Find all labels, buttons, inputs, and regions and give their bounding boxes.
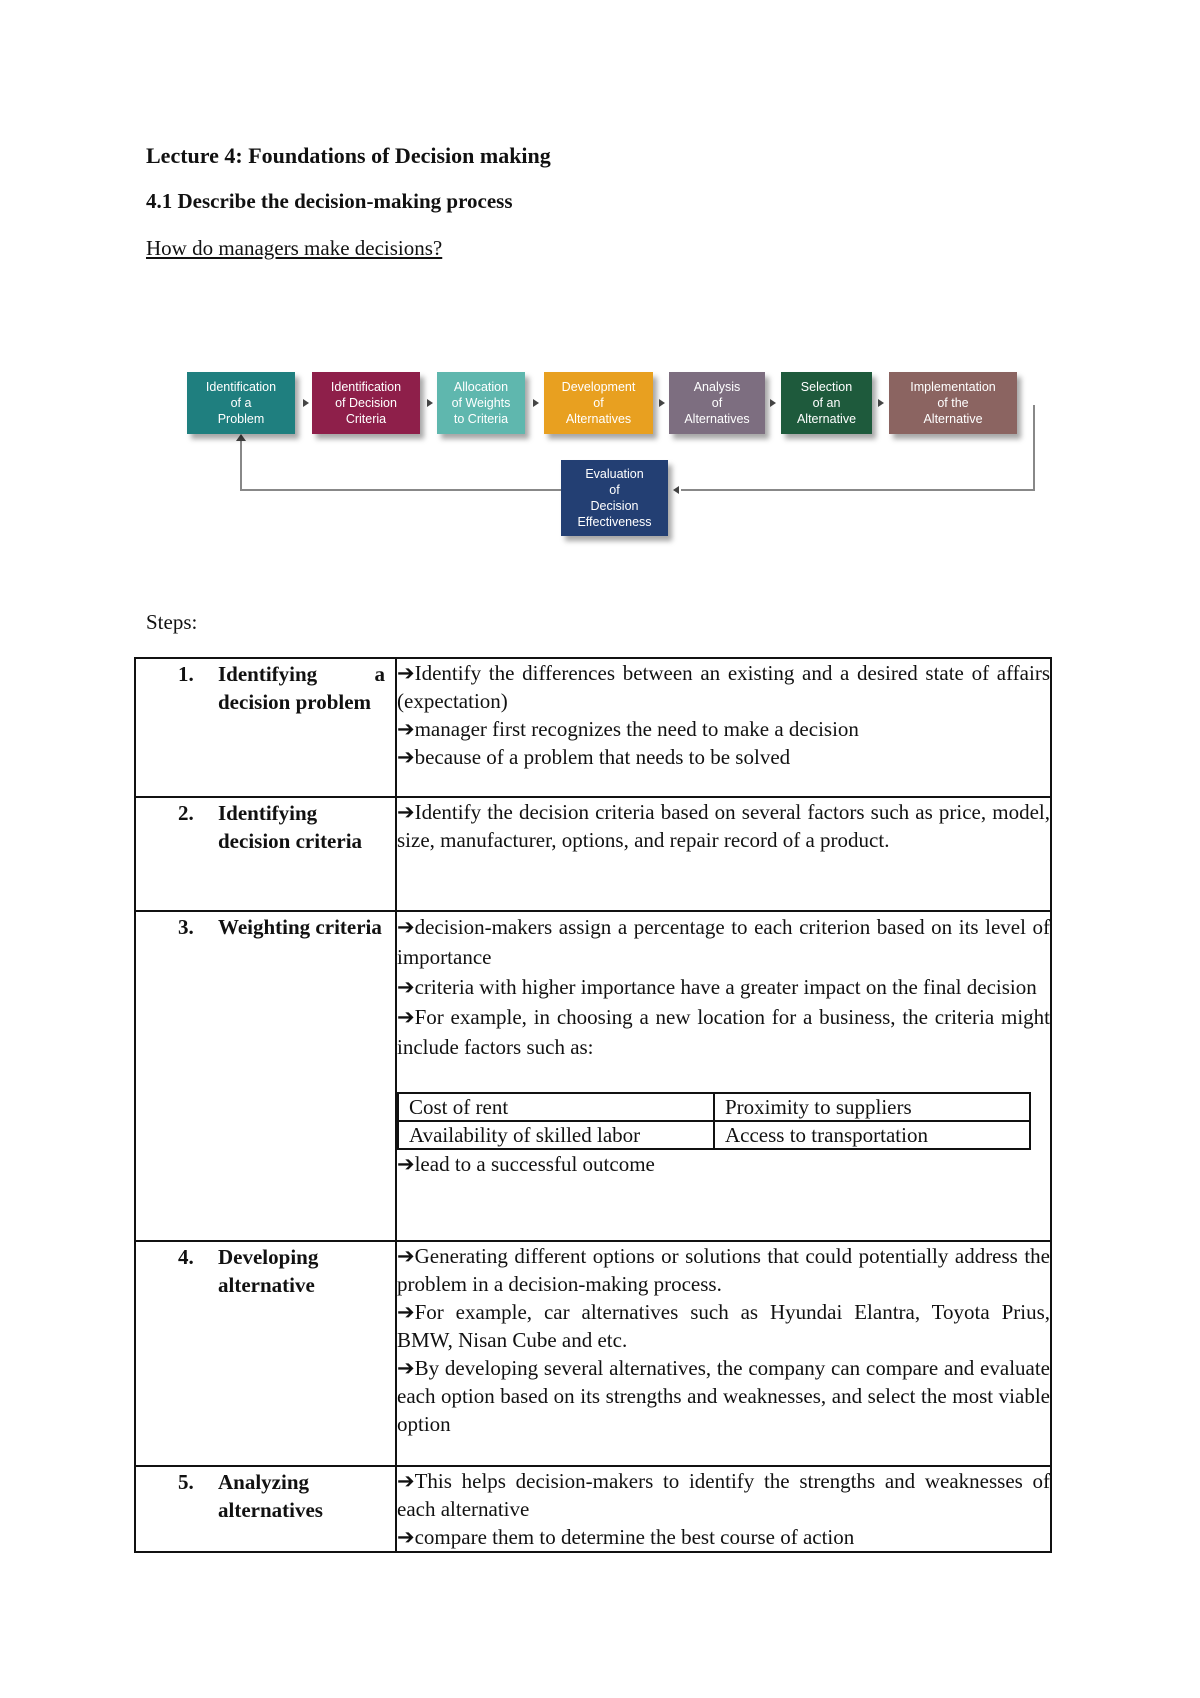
loop-line-left	[240, 438, 242, 491]
loop-line-bottom-right	[681, 489, 1035, 491]
loop-arrow-left	[673, 486, 679, 494]
step-number: 1.	[178, 662, 194, 686]
arrow-icon	[770, 399, 776, 407]
step-description: ➔criteria with higher importance have a greater impact on the final decision	[397, 975, 1037, 999]
table-cell: Availability of skilled labor	[398, 1121, 714, 1149]
steps-label: Steps:	[146, 610, 198, 634]
step-number: 3.	[178, 915, 194, 939]
lecture-heading: Lecture 4: Foundations of Decision making	[146, 143, 551, 168]
step-box-allocation-weights: Allocation of Weights to Criteria	[437, 372, 525, 434]
step-title: Identifying decision criteria	[218, 801, 363, 853]
arrow-icon	[659, 399, 665, 407]
step-description: ➔manager first recognizes the need to make a decision	[397, 717, 859, 741]
table-row	[135, 1466, 1051, 1552]
arrow-icon	[427, 399, 433, 407]
step-box-selection-alternative: Selection of an Alternative	[781, 372, 872, 434]
step-description: ➔because of a problem that needs to be solved	[397, 745, 791, 769]
loop-line-bottom-left	[240, 489, 584, 491]
question-heading: How do managers make decisions?	[146, 236, 443, 260]
decision-process-diagram	[156, 290, 1056, 590]
step-box-identification-problem: Identification of a Problem	[187, 372, 295, 434]
step-description: ➔decision-makers assign a percentage to each criterion based on its level of importance	[397, 915, 1050, 969]
step-description: ➔lead to a successful outcome	[397, 1152, 655, 1176]
step-box-identification-criteria: Identification of Decision Criteria	[312, 372, 420, 434]
arrow-icon	[303, 399, 309, 407]
criteria-table	[397, 1092, 1031, 1150]
section-heading: 4.1 Describe the decision-making process	[146, 189, 513, 213]
step-box-development-alternatives: Development of Alternatives	[544, 372, 653, 434]
step-title: Analyzing alternatives	[218, 1470, 323, 1522]
step-box-implementation-alternative: Implementation of the Alternative	[889, 372, 1017, 434]
step-description: ➔Identify the decision criteria based on several factors such as price, model, size, manufacturer, options, and repair record of a product.	[397, 800, 1050, 852]
arrow-icon	[533, 399, 539, 407]
step-description: ➔Generating different options or solutions that could potentially address the problem in a decision-making process.	[397, 1244, 1050, 1296]
table-row	[135, 1241, 1051, 1466]
arrow-icon	[878, 399, 884, 407]
step-number: 2.	[178, 801, 194, 825]
step-box-analysis-alternatives: Analysis of Alternatives	[669, 372, 765, 434]
steps-table	[134, 657, 1052, 1553]
step-description: ➔This helps decision-makers to identify the strengths and weaknesses of each alternative	[397, 1469, 1050, 1521]
step-box-evaluation-effectiveness: Evaluation of Decision Effectiveness	[561, 460, 668, 536]
step-description: ➔Identify the differences between an existing and a desired state of affairs (expectation)	[397, 661, 1050, 713]
step-title: Developing alternative	[218, 1245, 319, 1297]
table-cell: Cost of rent	[398, 1093, 714, 1121]
step-number: 5.	[178, 1470, 194, 1494]
table-row	[398, 1121, 1030, 1149]
step-description: ➔For example, car alternatives such as Hyundai Elantra, Toyota Prius, BMW, Nisan Cube and etc.	[397, 1300, 1050, 1352]
loop-arrow-up	[236, 434, 246, 441]
step-description: ➔For example, in choosing a new location for a business, the criteria might include factors such as:	[397, 1005, 1050, 1059]
loop-line-right	[1033, 405, 1035, 490]
table-row	[135, 797, 1051, 911]
table-row	[135, 911, 1051, 1241]
table-row	[135, 658, 1051, 797]
step-title: Weighting criteria	[218, 915, 382, 939]
table-cell: Access to transportation	[714, 1121, 1030, 1149]
step-number: 4.	[178, 1245, 194, 1269]
table-cell: Proximity to suppliers	[714, 1093, 1030, 1121]
step-description: ➔compare them to determine the best course of action	[397, 1525, 855, 1549]
table-row	[398, 1093, 1030, 1121]
step-description: ➔By developing several alternatives, the company can compare and evaluate each option based on its strengths and weaknesses, and select the most viable option	[397, 1356, 1050, 1436]
step-title: Identifying a decision problem	[218, 662, 385, 714]
